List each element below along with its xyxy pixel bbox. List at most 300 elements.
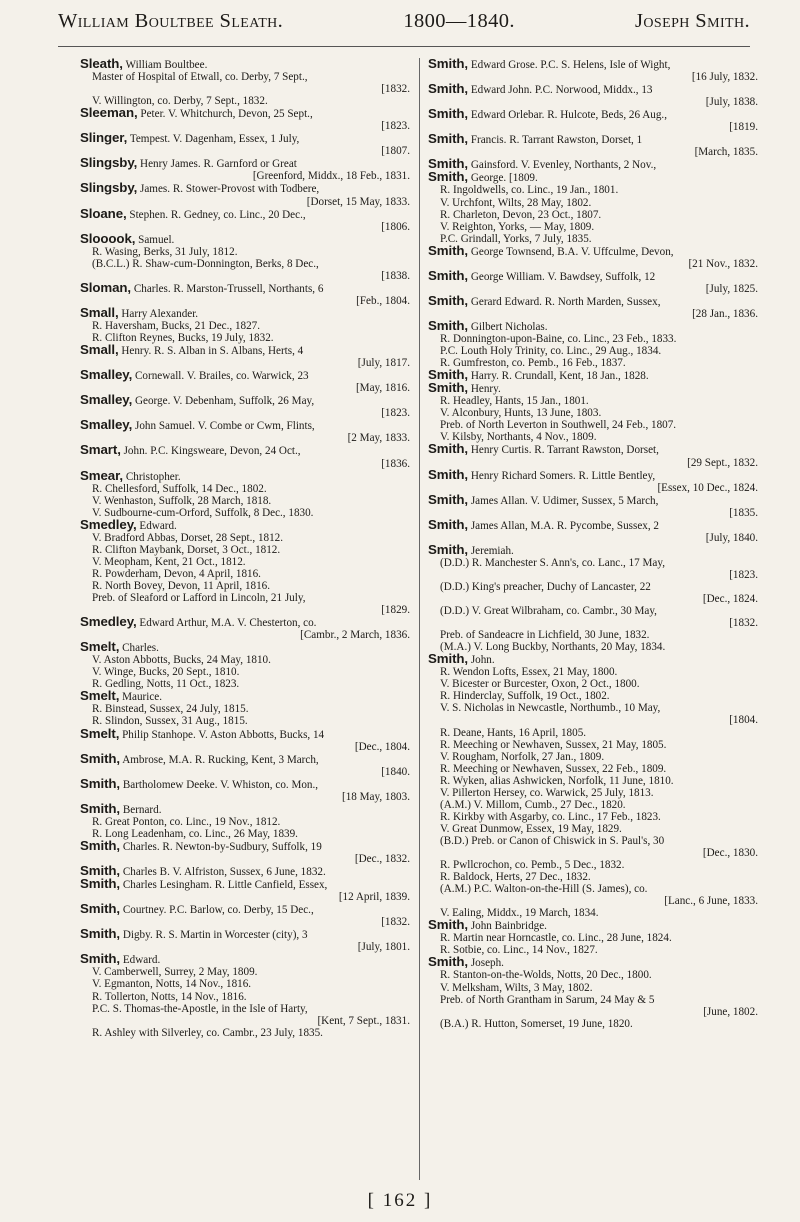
entry-appointment [428,345,758,357]
entry-appointment [80,715,410,727]
register-entry [428,919,758,956]
entry-text: R. Clifton Maybank, Dorset, 3 Oct., 1812. [92,543,281,556]
entry-continuation [80,196,410,208]
entry-text: R. Wendon Lofts, Essex, 21 May, 1800. [440,666,618,679]
entry-appointment [428,1018,758,1030]
entry-appointment [428,859,758,871]
entry-headline [80,205,410,221]
entry-text: Edward Grose. P.C. S. Helens, Isle of Wight, [470,59,671,71]
entry-appointment [80,816,410,828]
entry-text: William Boultbee. [125,59,208,71]
entry-appointment [428,407,758,419]
surname: Smalley, [80,367,133,383]
entry-headline [80,467,410,483]
register-entry [428,58,758,83]
column-divider [419,58,420,1180]
surname: Smith, [428,541,469,557]
entry-text: V. Meopham, Kent, 21 Oct., 1812. [92,555,246,568]
entry-text: Charles. R. Marston-Trussell, Northants, 6 [133,282,324,295]
entry-text: R. Headley, Hants, 15 Jan., 1801. [440,395,589,408]
surname: Slingsby, [80,180,138,196]
entry-continuation [428,1006,758,1018]
entry-text: [1838. [381,269,410,282]
entry-continuation [80,432,410,444]
entry-appointment [80,258,410,270]
entry-text: V. Great Dunmow, Essex, 19 May, 1829. [440,822,622,835]
entry-text: V. Alconbury, Hunts, 13 June, 1803. [440,407,602,420]
entry-appointment [80,592,410,604]
entry-headline [80,878,410,891]
surname: Small, [80,342,119,358]
entry-text: R. Slindon, Sussex, 31 Aug., 1815. [92,715,248,728]
entry-text: [1807. [381,145,410,158]
entry-continuation [80,916,410,928]
surname: Smith, [428,292,469,308]
register-entry [80,157,410,182]
entry-text: George. V. Debenham, Suffolk, 26 May, [134,395,315,408]
entry-text: V. Kilsby, Northants, 4 Nov., 1809. [440,431,597,444]
register-entry [428,956,758,1029]
register-entry [80,800,410,840]
entry-text: R. Meeching or Newhaven, Sussex, 22 Feb., 1809. [440,762,667,775]
entry-appointment [428,221,758,233]
surname: Sleeman, [80,105,138,121]
entry-text: [1819. [729,121,758,134]
entry-continuation [428,283,758,295]
entry-text: V. Bradford Abbas, Dorset, 28 Sept., 1812. [92,531,284,544]
header-rule [58,46,750,47]
entry-text: Peter. V. Whitchurch, Devon, 25 Sept., [140,108,313,121]
entry-appointment [428,982,758,994]
entry-text: Henry. R. S. Alban in S. Albans, Herts, 4 [121,345,304,358]
entry-headline [428,317,758,333]
entry-headline [80,516,410,532]
entry-text: Master of Hospital of Etwall, co. Derby, 7 Sept., [92,71,308,84]
register-entry [80,304,410,345]
entry-appointment [428,969,758,981]
entry-text: Gerard Edward. R. North Marden, Sussex, [470,295,661,308]
entry-appointment [80,246,410,258]
surname: Smalley, [80,417,133,433]
register-entry [80,369,410,394]
entry-text: [Greenford, Middx., 18 Feb., 1831. [252,170,410,183]
entry-text: R. Ashley with Silverley, co. Cambr., 23 July, 1835. [92,1026,323,1039]
surname: Smelt, [80,639,120,655]
entry-text: R. Hinderclay, Suffolk, 19 Oct., 1802. [440,690,610,703]
register-entry [80,878,410,903]
entry-text: [1823. [381,120,410,133]
entry-text: R. Wasing, Berks, 31 July, 1812. [92,245,238,258]
entry-headline [80,182,410,195]
entry-text: Courtney. P.C. Barlow, co. Derby, 15 Dec., [122,904,314,917]
entry-appointment [80,1003,410,1015]
entry-appointment [428,811,758,823]
entry-headline [428,108,758,121]
entry-text: [1836. [381,457,410,470]
entry-text: Edward Orlebar. R. Hulcote, Beds, 26 Aug., [470,109,667,122]
surname: Smith, [428,441,469,457]
entry-continuation [80,791,410,803]
entry-headline [80,725,410,741]
surname: Smedley, [80,614,137,630]
register-entry [80,182,410,207]
surname: Smith, [80,863,121,879]
entry-text: George. [1809. [470,172,538,185]
surname: Smith, [428,466,469,482]
surname: Smith, [428,267,469,283]
entry-text: V. Wenhaston, Suffolk, 28 March, 1818. [92,494,272,507]
entry-appointment [428,787,758,799]
entry-appointment [80,654,410,666]
entry-text: [2 May, 1833. [347,432,410,445]
entry-text: [June, 1802. [703,1005,758,1018]
entry-headline [428,919,758,932]
register-entry [80,516,410,617]
register-entry [80,444,410,469]
entry-appointment [428,197,758,209]
entry-appointment [80,568,410,580]
entry-headline [428,541,758,557]
entry-headline [80,419,410,432]
entry-continuation [428,847,758,859]
surname: Smith, [80,837,121,853]
entry-continuation [80,766,410,778]
page-number: [ 162 ] [367,1190,433,1211]
entry-headline [80,344,410,357]
entry-text: V. Willington, co. Derby, 7 Sept., 1832. [92,95,268,108]
entry-text: Harry. R. Crundall, Kent, 18 Jan., 1828. [470,370,649,383]
entry-text: James. R. Stower-Provost with Todbere, [140,183,320,196]
entry-text: R. Gedling, Notts, 11 Oct., 1823. [92,678,240,691]
register-entry [428,653,758,919]
entry-appointment [428,727,758,739]
entry-text: John. P.C. Kingsweare, Devon, 24 Oct., [123,445,301,458]
register-entry [80,394,410,419]
entry-appointment [428,333,758,345]
entry-text: [1832. [381,83,410,96]
entry-appointment [428,763,758,775]
surname: Smith, [428,954,469,970]
entry-text: Charles B. V. Alfriston, Sussex, 6 June, 1832. [122,866,326,879]
entry-appointment [428,690,758,702]
entry-text: Tempest. V. Dagenham, Essex, 1 July, [129,133,300,146]
entry-text: Charles. R. Newton-by-Sudbury, Suffolk, 19 [122,840,322,853]
register-entry [80,419,410,444]
entry-appointment [80,544,410,556]
entry-headline [428,516,758,532]
entry-appointment [428,678,758,690]
surname: Smith, [80,750,121,766]
entry-text: Edward. [139,519,177,532]
register-entry [80,775,410,803]
surname: Smith, [80,876,121,892]
register-entry [80,132,410,157]
register-entry [80,230,410,282]
entry-text: Ambrose, M.A. R. Rucking, Kent, 3 March, [122,753,319,766]
running-header [58,10,750,42]
entry-text: Bernard. [122,803,162,816]
register-entry [428,369,758,382]
register-entry [428,443,758,468]
entry-text: V. Rougham, Norfolk, 27 Jan., 1809. [440,750,605,763]
entry-appointment [428,395,758,407]
entry-text: Preb. of Sleaford or Lafford in Lincoln, 21 July, [92,592,306,605]
entry-appointment [428,557,758,569]
entry-text: P.C. S. Thomas-the-Apostle, in the Isle of Harty, [92,1002,308,1015]
entry-continuation [80,853,410,865]
entry-text: Henry Curtis. R. Tarrant Rawston, Dorset, [470,444,659,457]
entry-text: R. Long Leadenham, co. Linc., 26 May, 1839. [92,827,298,840]
entry-continuation [428,617,758,629]
entry-headline [428,653,758,666]
entry-headline [80,444,410,457]
register-entry [428,541,758,654]
entry-headline [80,928,410,941]
entry-text: [May, 1816. [355,382,410,395]
entry-text: [1829. [381,604,410,617]
surname: Smith, [80,800,121,816]
entry-appointment [428,666,758,678]
register-entry [80,750,410,778]
entry-text: [21 Nov., 1832. [688,257,758,270]
register-entry [80,344,410,369]
register-entry [428,466,758,494]
entry-headline [428,466,758,482]
register-entry [80,279,410,307]
register-entry [80,928,410,953]
register-entry [428,382,758,443]
entry-text: Bartholomew Deeke. V. Whiston, co. Mon., [122,778,319,791]
surname: Smith, [428,917,469,933]
entry-text: R. Sotbie, co. Linc., 14 Nov., 1827. [440,944,598,957]
entry-appointment [428,751,758,763]
entry-text: [1806. [381,220,410,233]
entry-text: V. Reighton, Yorks, — May, 1809. [440,220,595,233]
entry-text: R. Deane, Hants, 16 April, 1805. [440,726,587,739]
entry-appointment [80,991,410,1003]
entry-appointment [80,703,410,715]
entry-text: George Townsend, B.A. V. Uffculme, Devon, [470,245,674,258]
entry-appointment [428,209,758,221]
register-entry [428,491,758,519]
right-column [428,58,758,1030]
entry-headline [80,58,410,71]
entry-text: [Cambr., 2 March, 1836. [300,629,410,642]
entry-headline [80,616,410,629]
register-entry [428,158,758,171]
entry-text: (B.C.L.) R. Shaw-cum-Donnington, Berks, 8 Dec., [92,257,319,270]
register-entry [428,83,758,108]
entry-headline [80,690,410,703]
entry-headline [428,956,758,969]
entry-text: V. Ealing, Middx., 19 March, 1834. [440,907,599,920]
surname: Slinger, [80,130,128,146]
left-column [80,58,410,1039]
entry-text: Charles Lesingham. R. Little Canfield, Essex, [122,879,328,892]
entry-appointment [80,556,410,568]
entry-text: V. Bicester or Burcester, Oxon, 2 Oct., 1800. [440,678,640,691]
surname: Sloman, [80,279,132,295]
entry-appointment [428,871,758,883]
register-entry [80,641,410,690]
register-entry [80,690,410,727]
entry-appointment [80,966,410,978]
entry-text: R. North Bovey, Devon, 11 April, 1816. [92,579,271,592]
header-left: William Boultbee Sleath. [58,10,284,32]
surname: Smith, [428,56,469,71]
entry-text: V. Winge, Bucks, 20 Sept., 1810. [92,666,240,679]
entry-text: R. Clifton Reynes, Bucks, 19 July, 1832. [92,332,274,345]
entry-headline [80,279,410,295]
entry-text: [July, 1840. [705,531,758,544]
surname: Smith, [428,651,469,667]
entry-text: James Allan. V. Udimer, Sussex, 5 March, [470,494,659,507]
entry-appointment [428,629,758,641]
entry-appointment [428,641,758,653]
entry-appointment [428,233,758,245]
entry-text: (A.M.) P.C. Walton-on-the-Hill (S. James), co. [440,883,648,896]
entry-continuation [428,482,758,494]
entry-appointment [80,1027,410,1039]
entry-text: Maurice. [122,691,163,704]
entry-text: George William. V. Bawdsey, Suffolk, 12 [470,270,656,283]
entry-text: Henry. [470,383,501,396]
entry-text: [1823. [729,568,758,581]
entry-appointment [428,775,758,787]
entry-text: (D.D.) King's preacher, Duchy of Lancaster, 22 [440,580,651,593]
entry-text: R. Haversham, Bucks, 21 Dec., 1827. [92,319,261,332]
surname: Smelt, [80,725,120,741]
entry-headline [428,133,758,146]
entry-headline [80,304,410,320]
entry-text: R. Powderham, Devon, 4 April, 1816. [92,567,261,580]
register-entry [80,953,410,1038]
entry-text: R. Chellesford, Suffolk, 14 Dec., 1802. [92,482,267,495]
register-entry [428,133,758,158]
entry-continuation [428,714,758,726]
entry-text: Francis. R. Tarrant Rawston, Dorset, 1 [470,134,643,147]
entry-appointment [428,605,758,617]
entry-text: Cornewall. V. Brailes, co. Warwick, 23 [134,370,309,383]
entry-continuation [80,120,410,132]
entry-appointment [428,419,758,431]
entry-appointment [428,431,758,443]
register-entry [80,837,410,865]
entry-text: [1840. [381,765,410,778]
entry-continuation [428,71,758,83]
entry-text: [28 Jan., 1836. [692,307,758,320]
entry-text: R. Binstead, Sussex, 24 July, 1815. [92,703,249,716]
register-entry [80,467,410,519]
entry-continuation [80,629,410,641]
surname: Slooook, [80,230,136,246]
surname: Smith, [428,380,469,396]
entry-text: Preb. of North Grantham in Sarum, 24 May & 5 [440,993,655,1006]
surname: Smith, [428,131,469,147]
entry-appointment [80,828,410,840]
entry-text: [18 May, 1803. [342,790,410,803]
entry-text: Preb. of North Leverton in Southwell, 24 Feb., 1807. [440,419,677,432]
entry-text: (M.A.) V. Long Buckby, Northants, 20 May, 1834. [440,641,666,654]
entry-appointment [428,944,758,956]
entry-appointment [428,994,758,1006]
entry-text: R. Pwllcrochon, co. Pemb., 5 Dec., 1832. [440,859,625,872]
entry-continuation [428,457,758,469]
register-entry [428,292,758,320]
register-entry [428,242,758,270]
entry-text: R. Great Ponton, co. Linc., 19 Nov., 1812. [92,815,281,828]
entry-continuation [428,146,758,158]
entry-headline [428,382,758,395]
surname: Smith, [428,242,469,258]
entry-text: Gilbert Nicholas. [470,320,548,333]
surname: Smith, [80,926,121,942]
entry-continuation [428,258,758,270]
entry-text: Preb. of Sandeacre in Lichfield, 30 June, 1832. [440,629,650,642]
entry-headline [80,750,410,766]
entry-text: R. Meeching or Newhaven, Sussex, 21 May, 1805. [440,738,667,751]
header-right: Joseph Smith. [635,10,750,32]
surname: Slingsby, [80,155,138,171]
surname: Small, [80,304,119,320]
entry-continuation [80,458,410,470]
entry-headline [428,267,758,283]
register-entry [80,903,410,928]
entry-appointment [80,71,410,83]
entry-text: [1835. [729,506,758,519]
entry-text: Jeremiah. [470,544,514,557]
entry-text: V. Urchfont, Wilts, 28 May, 1802. [440,196,592,209]
entry-text: [Dec., 1832. [354,853,410,865]
entry-text: [12 April, 1839. [338,891,410,904]
register-entry [80,205,410,233]
entry-headline [80,132,410,145]
entry-headline [428,443,758,456]
entry-headline [80,107,410,120]
entry-text: [16 July, 1832. [691,71,758,84]
entry-text: [July, 1817. [357,357,410,370]
entry-continuation [428,895,758,907]
register-entry [80,865,410,878]
entry-text: John Samuel. V. Combe or Cwm, Flints, [134,420,315,433]
surname: Smith, [428,106,469,122]
surname: Smith, [80,775,121,791]
entry-continuation [428,593,758,605]
entry-text: [1804. [729,714,758,727]
surname: Sleath, [80,56,123,71]
surname: Smith, [428,169,469,185]
entry-headline [80,800,410,816]
entry-continuation [80,941,410,953]
entry-continuation [80,83,410,95]
entry-text: V. Melksham, Wilts, 3 May, 1802. [440,981,593,994]
register-entry [428,267,758,295]
register-entry [428,516,758,544]
entry-appointment [428,883,758,895]
entry-appointment [428,932,758,944]
entry-headline [428,171,758,184]
entry-text: [July, 1801. [357,941,410,954]
entry-text: (D.D.) R. Manchester S. Ann's, co. Lanc., 17 May, [440,556,665,569]
entry-text: Henry James. R. Garnford or Great [140,158,297,171]
entry-text: [Dec., 1824. [702,593,758,606]
entry-text: P.C. Grindall, Yorks, 7 July, 1835. [440,232,592,245]
entry-appointment [428,907,758,919]
entry-text: V. S. Nicholas in Newcastle, Northumb., 10 May, [440,702,661,715]
entry-appointment [428,799,758,811]
entry-text: Edward Arthur, M.A. V. Chesterton, co. [139,617,317,630]
entry-continuation [428,507,758,519]
